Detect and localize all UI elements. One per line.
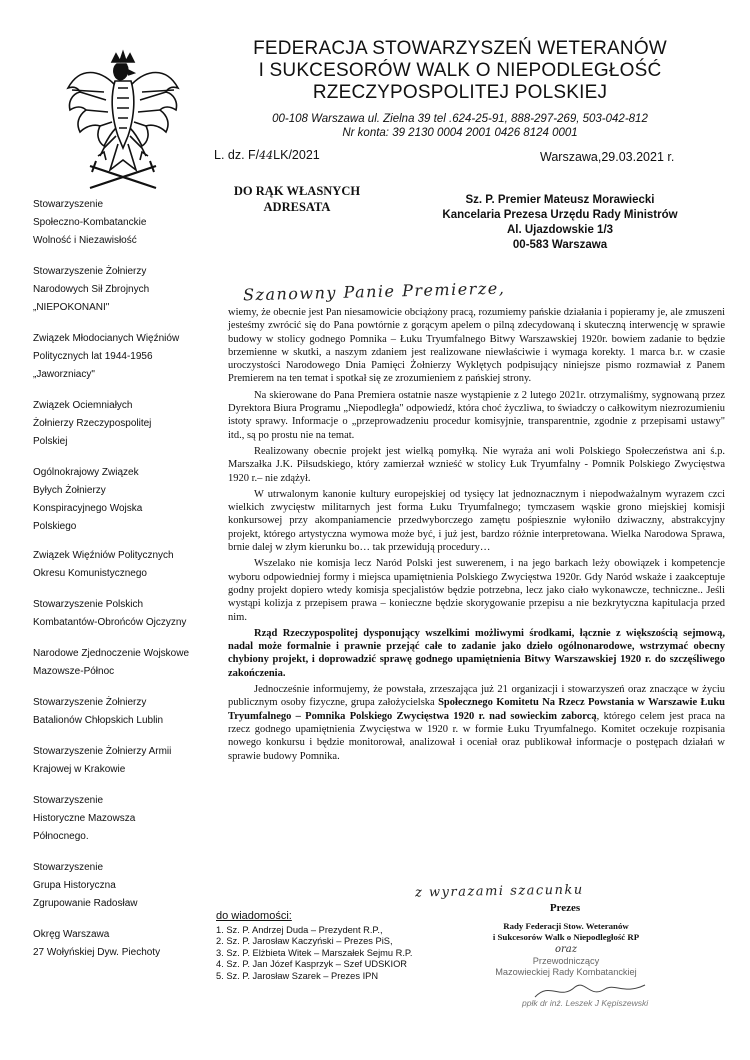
member-organization-line: Okresu Komunistycznego	[33, 568, 147, 579]
second-stamp	[466, 956, 666, 978]
signatory-stamp	[466, 921, 666, 942]
member-organization	[33, 743, 221, 779]
member-organization-line: Stowarzyszenie	[33, 795, 104, 806]
member-organization-line: Stowarzyszenie Żołnierzy	[33, 697, 147, 708]
cc-item: 3. Sz. P. Elżbieta Witek – Marszałek Sejmu R.P.	[216, 947, 413, 958]
member-organization-line: Narodowe Zjednoczenie Wojskowe	[33, 648, 190, 659]
member-organization-line: Stowarzyszenie	[33, 862, 104, 873]
org-account: Nr konta: 39 2130 0004 2001 0426 8124 0001	[342, 127, 578, 139]
handwritten-salutation: Szanowny Panie Premierze,	[242, 278, 506, 305]
carbon-copy-list	[216, 911, 466, 983]
member-organization-line: „Jaworzniacy"	[33, 369, 95, 380]
member-organization-line: Narodowych Sił Zbrojnych	[33, 284, 150, 295]
member-organization	[33, 547, 221, 583]
member-organization-line: Stowarzyszenie Żołnierzy	[33, 266, 147, 277]
member-organization-line: Stowarzyszenie	[33, 199, 104, 210]
member-organizations-sidebar	[33, 196, 221, 975]
attention-line-2: ADRESATA	[263, 200, 331, 214]
recipient-line: Kancelaria Prezesa Urzędu Rady Ministrów	[442, 209, 678, 221]
ref-suffix: LK/2021	[273, 148, 320, 162]
recipient-address	[395, 193, 725, 253]
member-organization	[33, 645, 221, 681]
member-organization-line: Historyczne Mazowsza	[33, 813, 136, 824]
member-organization	[33, 596, 221, 632]
letter-paragraph: wiemy, że obecnie jest Pan niesamowicie obciążony pracą, rozumiemy pańskie działania i popieramy je, ale zmuszeni jesteśmy zwrócić się do Pana powtórnie z gorącym apelem o pilną zdecydowaną i skuteczną interwencję w sprawie budowy w stolicy godnego Pomnika – Łuku Tryumfalnego Bitwy Warszawskiej 1920r. bowiem zadanie to będzie brzemienne w skutki, a naszym zdaniem jest realizowane niewłaściwie i wymaga korekty. 1 marca b.r. w czasie uroczystości Narodowego Dnia Pamięci Żołnierzy Wyklętych podpisujący niniejsze pismo rozmawiał z Panem Premierem na ten temat i spotkał się ze zrozumieniem z pańskiej strony.	[228, 307, 725, 385]
member-organization	[33, 694, 221, 730]
org-title-line: I SUKCESORÓW WALK O NIEPODLEGŁOŚĆ	[258, 60, 662, 81]
signatory-name: ppłk dr inż. Leszek J Kępiszewski	[522, 998, 649, 1008]
member-organization-line: Mazowsze-Północ	[33, 666, 115, 677]
letter-paragraph: W utrwalonym kanonie kultury europejskiej od tysięcy lat jednoznacznym i niepodważalnym wyrazem czci wielkich zwycięstw militarnych jest forma Łuku Tryumfalnego; tymczasem wąskie grono miejskiej komisji konkursowej przy akompaniamencie przedwyborczego zamętu pośpiesznie wyłoniło dziwaczny, abstrakcyjny projekt, którego artystyczna wymowa może być, i już jest, bardzo różnie interpretowana. Wielka Narodowa Sprawa, brnie dalej w złym kierunku bo… tak przewidują procedury…	[228, 488, 725, 554]
recipient-line: Sz. P. Premier Mateusz Morawiecki	[465, 194, 655, 206]
handwritten-oraz: oraz	[555, 944, 578, 955]
member-organization-line: Społeczno-Kombatanckie	[33, 217, 147, 228]
org-address: 00-108 Warszawa ul. Zielna 39 tel .624-25-91, 888-297-269, 503-042-812	[272, 113, 648, 125]
place-date: Warszawa,29.03.2021 r.	[540, 150, 675, 164]
member-organization-line: Wolność i Niezawisłość	[33, 235, 137, 246]
member-organization-line: Konspiracyjnego Wojska	[33, 503, 143, 514]
cc-heading: do wiadomości:	[216, 910, 292, 922]
letter-paragraph: Realizowany obecnie projekt jest wielką pomyłką. Nie wyraża ani woli Polskiego Społeczeństwa ani ś.p. Marszałka J.K. Piłsudskiego, który zamierzał wznieść w stolicy Łuk Tryumfalny - Pomnik Polskiego Zwycięstwa 1920 r.– nie zdążył.	[228, 445, 725, 484]
member-organization	[33, 926, 221, 962]
org-title-line: FEDERACJA STOWARZYSZEŃ WETERANÓW	[253, 38, 667, 59]
member-organization-line: Grupa Historyczna	[33, 880, 116, 891]
member-organization-line: Okręg Warszawa	[33, 929, 110, 940]
signatory-title: Prezes	[549, 902, 581, 914]
paragraph-text: Jednocześnie informujemy, że powstała, zrzeszająca już 21 organizacji i stowarzyszeń oraz znaczące w życiu publicznym osoby fizyczne, grupa założycielska	[228, 684, 725, 709]
ref-prefix: L. dz. F/	[214, 148, 260, 162]
letter-paragraph-bold: Rząd Rzeczypospolitej dysponujący wszelkimi możliwymi środkami, łącznie z większością sejmową, nadal może formalnie i prawnie przejąć całe to zadanie jako dzieło ogólnonarodowe, wstrzymać obecny chybiony projekt, i doprowadzić sprawę godnego upamiętnienia Bitwy Warszawskiej 1920 r. do szczęśliwego zakończenia.	[228, 627, 725, 679]
stamp-line: i Sukcesorów Walk o Niepodległość RP	[492, 931, 640, 942]
member-organization-line: Kombatantów-Obrońców Ojczyzny	[33, 617, 187, 628]
paragraph-text: , którego celem jest praca na rzecz godnego upamiętnienia Zwycięstwa w 1920 r. w formie Łuku Tryumfalnego. Komitet oczekuje rozpisania nowego konkursu i będzie monitorował, analizował i oceniał oraz publikował informacje o postępach działań w sprawie budowy Pomnika.	[228, 710, 725, 762]
organization-title	[210, 38, 710, 104]
member-organization-line: Północnego.	[33, 831, 89, 842]
recipient-line: 00-583 Warszawa	[512, 239, 608, 251]
stamp-line: Przewodniczący	[532, 956, 600, 966]
member-organization-line: Politycznych lat 1944-1956	[33, 351, 153, 362]
cc-item: 2. Sz. P. Jarosław Kaczyński – Prezes PiS,	[216, 936, 393, 947]
handwritten-closing: z wyrazami szacunku	[414, 882, 584, 901]
member-organization-line: Związek Więźniów Politycznych	[33, 550, 174, 561]
member-organization	[33, 464, 221, 536]
letter-paragraph	[228, 683, 725, 763]
member-organization-line: „NIEPOKONANI"	[33, 302, 110, 313]
member-organization-line: Zgrupowanie Radosław	[33, 898, 138, 909]
member-organization-line: Żołnierzy Rzeczypospolitej	[33, 418, 152, 429]
attention-line	[222, 183, 372, 215]
attention-line-1: DO RĄK WŁASNYCH	[233, 184, 361, 198]
member-organization-line: Związek Ociemniałych	[33, 400, 133, 411]
letter-body	[228, 306, 725, 766]
member-organization-line: Polskiej	[33, 436, 68, 447]
ref-number-handwritten: 44	[259, 149, 274, 162]
committee-name: Społecznego Komitetu Na Rzecz Powstania w Warszawie Łuku Tryumfalnego – Pomnika Polskiego Zwycięstwa 1920 r. nad sowieckim zaborcą	[228, 697, 726, 722]
member-organization	[33, 196, 221, 250]
member-organization	[33, 792, 221, 846]
letter-paragraph: Wszelako nie komisja lecz Naród Polski jest suwerenem, i na jego barkach leży obowiązek i kompetencje wyboru odpowiedniej formy i miejsca upamiętnienia Polskiego Zwycięstwa 1920r. Gdy Naród wskaże i zaakceptuje godny projekt dopiero wtedy komisja specjalistów będzie potrzebna, lecz jako ciało wykonawcze, techniczne.. Jeśli wystąpi kolizja z przepisem prawa – konieczne będzie skorygowanie przepisu a nie bezkrytyczna kapitulacja przed nim.	[228, 558, 725, 623]
org-title-line: RZECZYPOSPOLITEJ POLSKIEJ	[312, 82, 608, 103]
member-organization-line: Byłych Żołnierzy	[33, 485, 106, 496]
member-organization	[33, 397, 221, 451]
member-organization-line: Polskiego	[33, 521, 77, 532]
member-organization	[33, 330, 221, 384]
stamp-line: Rady Federacji Stow. Weteranów	[503, 921, 629, 931]
member-organization-line: Stowarzyszenie Żołnierzy Armii	[33, 746, 172, 757]
reference-number	[214, 148, 320, 162]
recipient-line: Al. Ujazdowskie 1/3	[506, 224, 614, 236]
member-organization-line: Batalionów Chłopskich Lublin	[33, 715, 164, 726]
stamp-line: Mazowieckiej Rady Kombatanckiej	[495, 967, 637, 977]
member-organization	[33, 859, 221, 913]
member-organization-line: Krajowej w Krakowie	[33, 764, 126, 775]
letter-paragraph: Na skierowane do Pana Premiera ostatnie nasze wystąpienie z 2 lutego 2021r. otrzymaliśmy, sygnowaną przez Dyrektora Biura Programu „Niepodległa" odpowiedź, która choć życzliwa, to świadczy o całkowitym niezrozumieniu istoty sprawy. Informacje o „przeprowadzeniu procedur komisyjnie, transparentnie, zgodnie z przepisami ustawy" itd., są po prostu nie na temat.	[228, 389, 725, 441]
member-organization-line: Ogólnokrajowy Związek	[33, 467, 139, 478]
member-organization-line: Związek Młodocianych Więźniów	[33, 333, 180, 344]
member-organization-line: 27 Wołyńskiej Dyw. Piechoty	[33, 947, 161, 958]
cc-item: 1. Sz. P. Andrzej Duda – Prezydent R.P.,	[216, 924, 383, 935]
member-organization-line: Stowarzyszenie Polskich	[33, 599, 144, 610]
org-address-block	[210, 112, 710, 140]
eagle-emblem-icon	[60, 48, 185, 198]
cc-item: 4. Sz. P. Jan Józef Kasprzyk – Szef UDSKIOR	[216, 959, 408, 970]
member-organization	[33, 263, 221, 317]
cc-item: 5. Sz. P. Jarosław Szarek – Prezes IPN	[216, 970, 379, 981]
